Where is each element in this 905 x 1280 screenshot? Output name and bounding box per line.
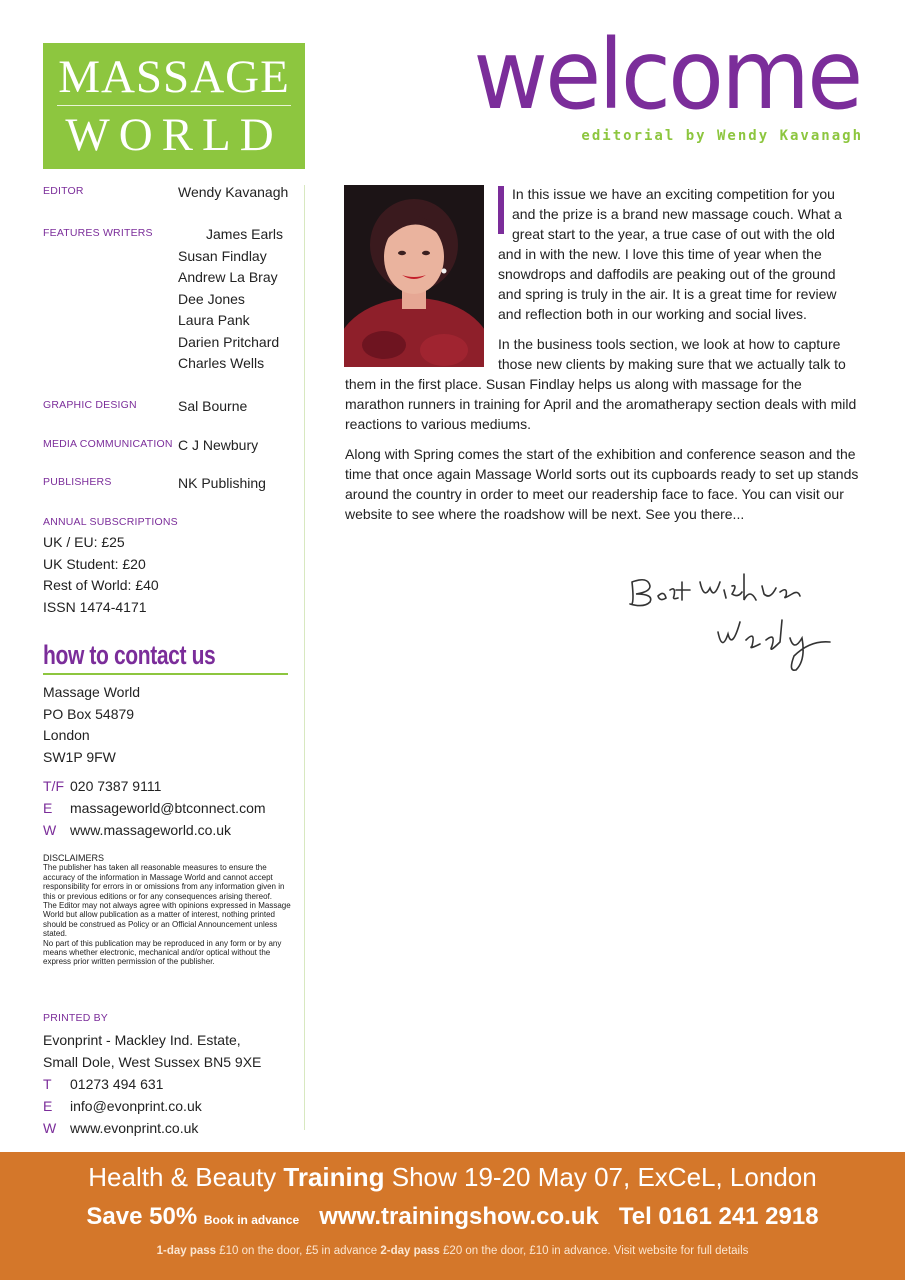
printed-label: PRINTED BY: [43, 1012, 109, 1024]
banner-headline-a: Health & Beauty: [88, 1162, 284, 1192]
phone-value: 020 7387 9111: [70, 778, 162, 794]
banner-book: Book in advance: [203, 1213, 300, 1227]
features-writer: Laura Pank: [178, 312, 250, 328]
photo-spacer: [345, 184, 498, 367]
subscriptions: [43, 516, 293, 618]
features-writer: James Earls: [206, 226, 284, 242]
address-line: London: [43, 727, 90, 743]
training-show-banner[interactable]: [0, 1152, 905, 1280]
subscription-line: UK / EU: £25: [43, 534, 125, 550]
banner-headline-c: Show 19-20 May 07, ExCeL, London: [384, 1162, 817, 1192]
banner-tel: Tel 0161 241 2918: [618, 1203, 819, 1230]
design-value: Sal Bourne: [178, 398, 248, 414]
address-line: SW1P 9FW: [43, 748, 116, 765]
banner-headline-b: Training: [283, 1162, 385, 1192]
contact-block: [43, 682, 293, 841]
contact-heading-rule: [43, 673, 288, 675]
features-writer: Susan Findlay: [178, 247, 267, 264]
editor-value: Wendy Kavanagh: [178, 184, 289, 200]
column-divider: [304, 185, 305, 1130]
page-title: welcome: [473, 19, 860, 131]
contact-heading: how to contact us: [43, 640, 216, 670]
printer-phone: [43, 1073, 298, 1095]
features-label: FEATURES WRITERS: [43, 227, 153, 239]
editor-label: EDITOR: [43, 185, 84, 197]
features-writer: Darien Pritchard: [178, 333, 280, 350]
banner-save: Save 50%: [86, 1203, 198, 1230]
address-line: Massage World: [43, 684, 141, 700]
printer-address: Evonprint - Mackley Ind. Estate,: [43, 1032, 241, 1048]
editorial-article: [345, 184, 860, 534]
design-label: GRAPHIC DESIGN: [43, 399, 137, 411]
pass1-text: £10 on the door, £5 in advance: [216, 1245, 381, 1257]
media-value: C J Newbury: [178, 437, 259, 453]
printer-address: Small Dole, West Sussex BN5 9XE: [43, 1054, 262, 1070]
disclaimer-paragraph: The Editor may not always agree with opinions expressed in Massage World but allow publication as a matter of interest, nothing printed should be construed as Policy or an Official Announcement unless stated.: [43, 901, 291, 939]
media-label: MEDIA COMMUNICATION: [43, 438, 173, 450]
features-writer: Dee Jones: [178, 290, 245, 307]
web-value[interactable]: www.massageworld.co.uk: [70, 822, 232, 838]
printer-email[interactable]: [43, 1095, 298, 1117]
publishers-value: NK Publishing: [178, 475, 266, 491]
banner-passes: [0, 1245, 905, 1257]
printer-web-key: W: [43, 1120, 57, 1136]
banner-site[interactable]: www.trainingshow.co.uk: [319, 1203, 599, 1230]
subscription-line: UK Student: £20: [43, 555, 146, 572]
printer-web[interactable]: [43, 1117, 298, 1139]
features-list: [178, 224, 298, 375]
contact-email[interactable]: [43, 797, 293, 819]
disclaimers: [43, 854, 291, 967]
disclaimer-paragraph: The publisher has taken all reasonable measures to ensure the accuracy of the information in Massage World and cannot accept responsibility for errors in or omissions from any information given in this or previous editions or for any consequences arising thereof.: [43, 863, 285, 901]
printer-phone-value: 01273 494 631: [70, 1076, 164, 1092]
printed-by: [43, 1012, 298, 1139]
issn: ISSN 1474-4171: [43, 598, 147, 615]
pass1-label: 1-day pass: [156, 1245, 217, 1257]
signature: [620, 560, 850, 680]
drop-cap-bar: [498, 186, 504, 234]
pass2-label: 2-day pass: [380, 1245, 440, 1257]
article-paragraph-2: In the business tools section, we look at how to capture those new clients by making sure that we actually talk to them in the first place. Susan Findlay helps us along with massage for the marathon runners in training for April and the aromatherapy section deals with mild reactions to various mediums.: [345, 336, 857, 432]
disclaimers-heading: DISCLAIMERS: [43, 853, 105, 863]
banner-headline: [0, 1162, 905, 1193]
disclaimer-paragraph: No part of this publication may be reproduced in any form or by any means whether electronic, mechanical and/or optical without the express prior written permission of the publisher.: [43, 938, 282, 967]
features-writer: Charles Wells: [178, 355, 265, 371]
publishers-label: PUBLISHERS: [43, 476, 112, 488]
email-key: E: [43, 800, 53, 816]
article-paragraph-1: In this issue we have an exciting competition for you and the prize is a brand new massage couch. What a great start to the year, a true case of out with the old and in with the new. I love this time of year when the snowdrops and daffodils are peaking out of the ground and spring is truly in the air. It is a great time for review and reflection both in our working and social lives.: [498, 186, 842, 322]
article-paragraph-3: Along with Spring comes the start of the exhibition and conference season and the time that once again Massage World sorts out its cupboards ready to set up stands around the country in order to meet our readership face to face. You can visit our website to see where the roadshow will be next. See you there...: [345, 446, 859, 522]
contact-phone: [43, 775, 293, 797]
subscription-line: Rest of World: £40: [43, 577, 159, 593]
masthead-logo: [43, 43, 305, 169]
subscriptions-label: ANNUAL SUBSCRIPTIONS: [43, 516, 178, 528]
contact-web[interactable]: [43, 819, 293, 841]
phone-key: T/F: [43, 778, 64, 794]
printer-web-value[interactable]: www.evonprint.co.uk: [70, 1120, 199, 1136]
address-line: PO Box 54879: [43, 705, 135, 722]
features-writer: Andrew La Bray: [178, 269, 278, 285]
pass2-text: £20 on the door, £10 in advance. Visit website for full details: [439, 1245, 749, 1257]
banner-offer: [0, 1203, 905, 1231]
editorial-byline: editorial by Wendy Kavanagh: [581, 128, 863, 144]
email-value[interactable]: massageworld@btconnect.com: [70, 800, 266, 816]
signature-image: [620, 560, 850, 680]
printer-phone-key: T: [43, 1076, 52, 1092]
logo-line-1: MASSAGE: [58, 51, 290, 103]
printer-email-key: E: [43, 1098, 53, 1114]
web-key: W: [43, 822, 57, 838]
logo-line-2: WORLD: [65, 109, 283, 161]
printer-email-value[interactable]: info@evonprint.co.uk: [70, 1098, 202, 1114]
